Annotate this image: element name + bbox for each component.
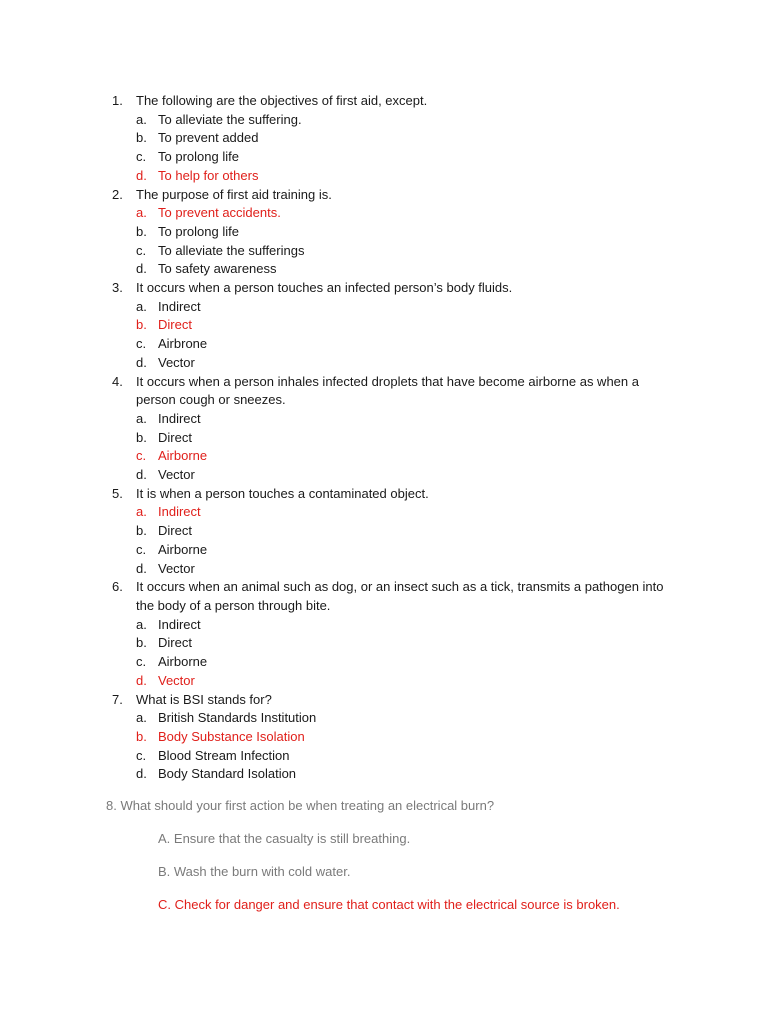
option-7a <box>0 709 768 728</box>
option-text: Body Substance Isolation <box>158 728 305 744</box>
option-text: To prolong life <box>158 149 239 165</box>
option-letter: d. <box>136 167 147 183</box>
option-text: Vector <box>158 560 195 576</box>
option-6b <box>0 634 768 653</box>
option-text: Indirect <box>158 410 201 426</box>
question-number: 3. <box>112 280 123 296</box>
option-letter: c. <box>136 242 147 258</box>
option-2a-correct <box>0 204 768 223</box>
question-number: 7. <box>112 691 123 707</box>
option-5c <box>0 541 768 560</box>
option-letter: c. <box>136 336 147 352</box>
option-letter: c. <box>136 654 147 670</box>
option-letter: d. <box>136 672 147 688</box>
option-3d <box>0 354 768 373</box>
option-1b <box>0 129 768 148</box>
option-text: To safety awareness <box>158 261 277 277</box>
question-text: What is BSI stands for? <box>136 691 272 707</box>
option-4d <box>0 466 768 485</box>
option-text: To prevent added <box>158 130 259 146</box>
question-2 <box>0 186 768 205</box>
option-4b <box>0 429 768 448</box>
option-2c <box>0 242 768 261</box>
option-text: To prolong life <box>158 223 239 239</box>
option-letter: b. <box>136 523 147 539</box>
option-text: To help for others <box>158 167 259 183</box>
option-letter: b. <box>136 223 147 239</box>
option-letter: a. <box>136 298 147 314</box>
question-7 <box>0 691 768 710</box>
option-text: Airborne <box>158 541 208 557</box>
option-text: Airborne <box>158 654 208 670</box>
option-letter: d. <box>136 261 147 277</box>
option-letter: d. <box>136 467 147 483</box>
option-text: Indirect <box>158 616 201 632</box>
option-text: Blood Stream Infection <box>158 747 290 763</box>
option-8b: B. Wash the burn with cold water. <box>158 864 351 879</box>
question-1 <box>0 92 768 111</box>
option-text: Direct <box>158 523 192 539</box>
option-letter: d. <box>136 560 147 576</box>
question-number: 2. <box>112 186 123 202</box>
question-text: The following are the objectives of first aid, except. <box>136 93 428 108</box>
option-text: To prevent accidents. <box>158 205 281 221</box>
option-3b-correct <box>0 316 768 335</box>
option-1a <box>0 111 768 130</box>
option-3a <box>0 298 768 317</box>
question-number: 6. <box>112 579 123 595</box>
question-6 <box>0 578 768 615</box>
option-letter: c. <box>136 448 147 464</box>
option-6d-correct <box>0 672 768 691</box>
option-letter: a. <box>136 504 147 520</box>
option-text: Direct <box>158 635 192 651</box>
option-letter: b. <box>136 317 147 333</box>
question-3 <box>0 279 768 298</box>
option-letter: c. <box>136 541 147 557</box>
question-5 <box>0 485 768 504</box>
question-text: It is when a person touches a contaminated object. <box>136 485 429 501</box>
question-text: It occurs when a person touches an infected person’s body fluids. <box>136 280 513 296</box>
question-list <box>0 92 768 784</box>
option-text: Vector <box>158 354 195 370</box>
option-8c-correct: C. Check for danger and ensure that contact with the electrical source is broken. <box>158 897 620 912</box>
question-4 <box>0 373 768 410</box>
option-1d-correct <box>0 167 768 186</box>
option-2d <box>0 260 768 279</box>
option-8a: A. Ensure that the casualty is still breathing. <box>158 831 411 846</box>
option-text: To alleviate the sufferings <box>158 242 305 258</box>
option-4c-correct <box>0 447 768 466</box>
option-7c <box>0 747 768 766</box>
option-1c <box>0 148 768 167</box>
question-number: 1. <box>112 93 123 108</box>
question-text: The purpose of first aid training is. <box>136 186 332 202</box>
option-4a <box>0 410 768 429</box>
option-text: Vector <box>158 672 195 688</box>
question-text: It occurs when a person inhales infected droplets that have become airborne as when a person cough or sneezes. <box>136 373 639 408</box>
option-5d <box>0 560 768 579</box>
option-2b <box>0 223 768 242</box>
option-letter: b. <box>136 728 147 744</box>
option-letter: c. <box>136 149 147 165</box>
question-8: 8. What should your first action be when treating an electrical burn? <box>106 798 495 813</box>
option-letter: a. <box>136 410 147 426</box>
option-text: Airbrone <box>158 336 208 352</box>
question-number: 5. <box>112 485 123 501</box>
option-text: Vector <box>158 467 195 483</box>
option-letter: b. <box>136 429 147 445</box>
option-3c <box>0 335 768 354</box>
option-letter: d. <box>136 766 147 782</box>
option-letter: a. <box>136 710 147 726</box>
option-text: Direct <box>158 317 192 333</box>
option-letter: b. <box>136 635 147 651</box>
option-5a-correct <box>0 503 768 522</box>
option-letter: b. <box>136 130 147 146</box>
question-number: 4. <box>112 373 123 389</box>
option-letter: d. <box>136 354 147 370</box>
question-text: It occurs when an animal such as dog, or an insect such as a tick, transmits a pathogen into the body of a person through bite. <box>136 579 664 613</box>
option-6a <box>0 616 768 635</box>
option-7b-correct <box>0 728 768 747</box>
option-letter: a. <box>136 205 147 221</box>
option-text: Indirect <box>158 298 201 314</box>
option-5b <box>0 522 768 541</box>
option-text: British Standards Institution <box>158 710 317 726</box>
option-letter: c. <box>136 747 147 763</box>
option-letter: a. <box>136 616 147 632</box>
option-text: Body Standard Isolation <box>158 766 297 782</box>
option-text: To alleviate the suffering. <box>158 111 302 127</box>
option-text: Direct <box>158 429 192 445</box>
option-text: Airborne <box>158 448 208 464</box>
option-letter: a. <box>136 111 147 127</box>
option-6c <box>0 653 768 672</box>
option-7d <box>0 765 768 784</box>
option-text: Indirect <box>158 504 201 520</box>
